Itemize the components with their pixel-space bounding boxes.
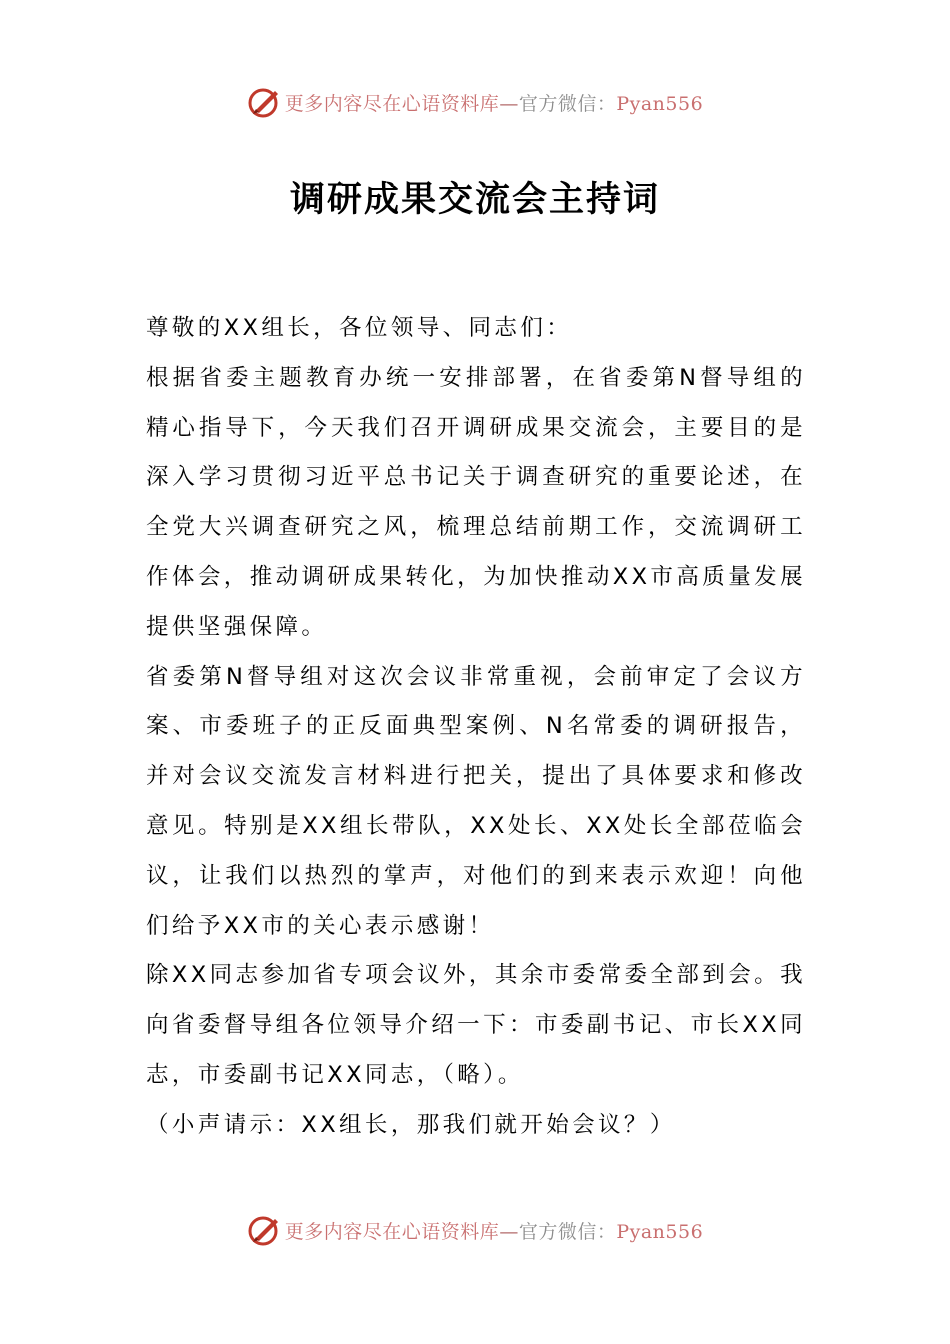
paragraph-2: 省委第N督导组对这次会议非常重视，会前审定了会议方案、市委班子的正反面典型案例、N名常委的调研报告，并对会议交流发言材料进行把关，提出了具体要求和修改意见。特别是XX组长带队，XX处长、XX处长全部莅临会议，让我们以热烈的掌声，对他们的到来表示欢迎！向他们给予XX市的关心表示感谢！ [146, 663, 806, 939]
paragraph-3: 除XX同志参加省专项会议外，其余市委常委全部到会。我向省委督导组各位领导介绍一下：市委副书记、市长XX同志，市委副书记XX同志，（略）。 [146, 962, 806, 1088]
paragraph-1: 根据省委主题教育办统一安排部署，在省委第N督导组的精心指导下，今天我们召开调研成果交流会，主要目的是深入学习贯彻习近平总书记关于调查研究的重要论述，在全党大兴调查研究之风，梳理总结前期工作，交流调研工作体会，推动调研成果转化，为加快推动XX市高质量发展提供坚强保障。 [146, 364, 806, 640]
banner-wechat-id: Pyan556 [616, 1220, 704, 1243]
paragraph-4: （小声请示：XX组长，那我们就开始会议？） [146, 1111, 676, 1138]
quill-logo-icon [247, 1213, 281, 1247]
banner-dash: — [499, 92, 519, 115]
header-banner [0, 82, 950, 122]
footer-banner [0, 1210, 950, 1250]
quill-logo-icon [247, 85, 281, 119]
document-body [146, 304, 806, 1151]
banner-label: 官方微信： [518, 1220, 617, 1243]
banner-main: 更多内容尽在心语资料库 [284, 92, 500, 115]
banner-text [285, 89, 703, 116]
banner-dash: — [499, 1220, 519, 1243]
banner-wechat-id: Pyan556 [616, 92, 704, 115]
banner-label: 官方微信： [518, 92, 617, 115]
document-title: 调研成果交流会主持词 [289, 180, 660, 220]
paragraph-salutation: 尊敬的XX组长，各位领导、同志们： [146, 315, 573, 341]
banner-main: 更多内容尽在心语资料库 [284, 1220, 500, 1243]
banner-text [285, 1217, 703, 1244]
